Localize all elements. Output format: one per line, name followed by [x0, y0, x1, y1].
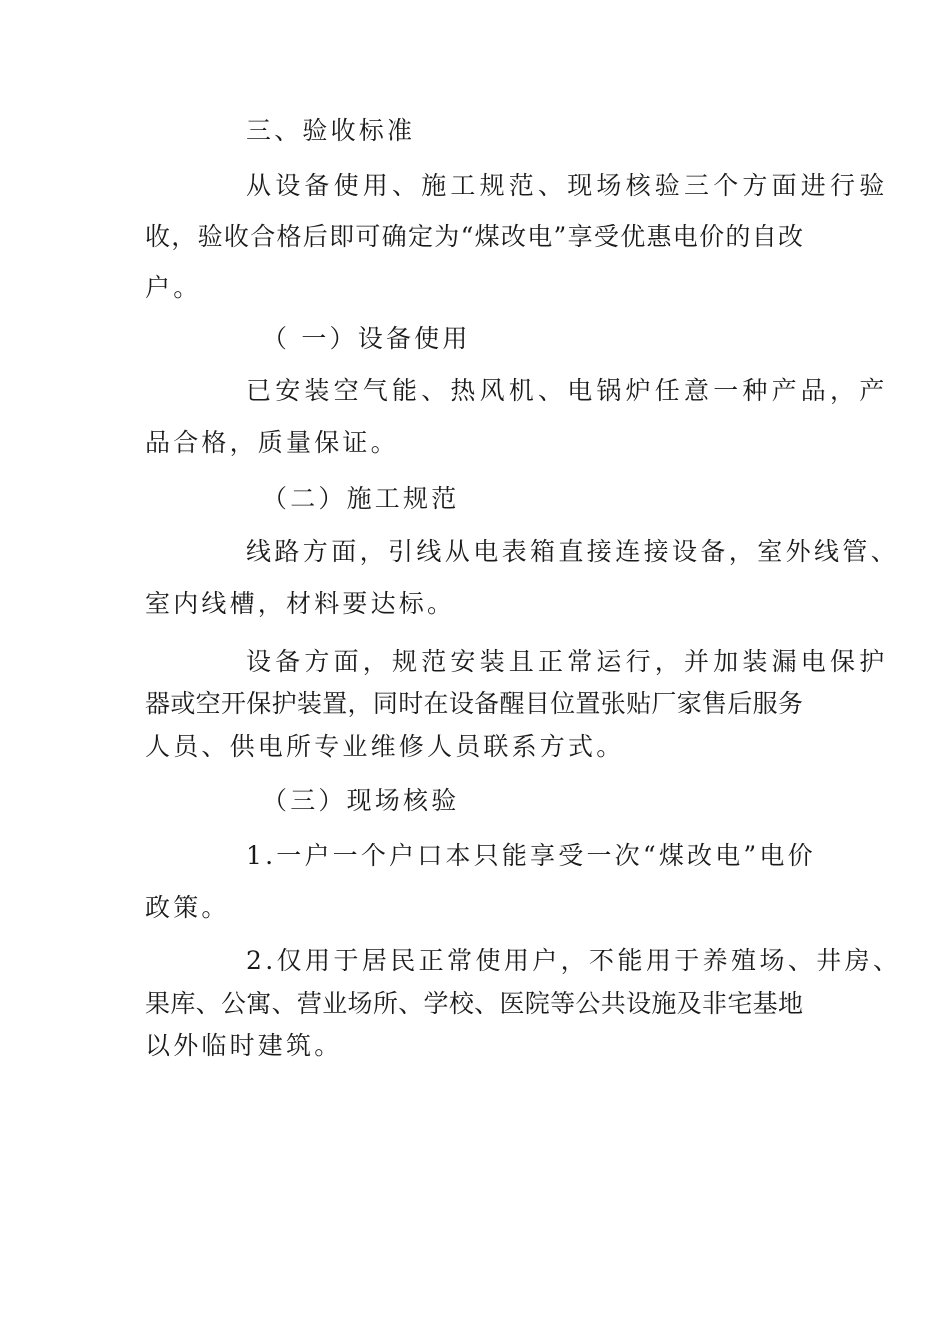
subsection-3-item-1-line-1: 1.一户一个户口本只能享受一次“煤改电”电价 [246, 841, 816, 870]
section-heading: 三、验收标准 [246, 116, 416, 145]
subsection-3-item-2-line-2: 果库、公寓、营业场所、学校、医院等公共设施及非宅基地 [145, 989, 803, 1018]
intro-line-2: 收，验收合格后即可确定为“煤改电”享受优惠电价的自改 [145, 222, 803, 251]
subsection-2-para-2-line-2: 器或空开保护装置，同时在设备醒目位置张贴厂家售后服务 [145, 689, 803, 718]
subsection-2-heading: （二）施工规范 [262, 484, 460, 513]
subsection-3-item-2-line-1: 2.仅用于居民正常使用户，不能用于养殖场、井房、 [246, 946, 902, 975]
subsection-1-line-2: 品合格，质量保证。 [145, 428, 399, 457]
subsection-1-heading: （ 一）设备使用 [262, 324, 471, 353]
subsection-2-para-1-line-2: 室内线槽，材料要达标。 [145, 589, 456, 618]
subsection-2-para-2-line-3: 人员、供电所专业维修人员联系方式。 [145, 732, 625, 761]
subsection-2-para-1-line-1: 线路方面，引线从电表箱直接连接设备，室外线管、 [246, 537, 900, 566]
subsection-1-line-1: 已安装空气能、热风机、电锅炉任意一种产品，产 [246, 376, 889, 405]
intro-line-1: 从设备使用、施工规范、现场核验三个方面进行验 [246, 171, 889, 200]
subsection-3-item-2-line-3: 以外临时建筑。 [145, 1031, 343, 1060]
intro-line-3: 户。 [145, 273, 202, 302]
subsection-2-para-2-line-1: 设备方面，规范安装且正常运行，并加装漏电保护 [246, 647, 889, 676]
subsection-3-heading: （三）现场核验 [262, 786, 460, 815]
subsection-3-item-1-line-2: 政策。 [145, 893, 230, 922]
